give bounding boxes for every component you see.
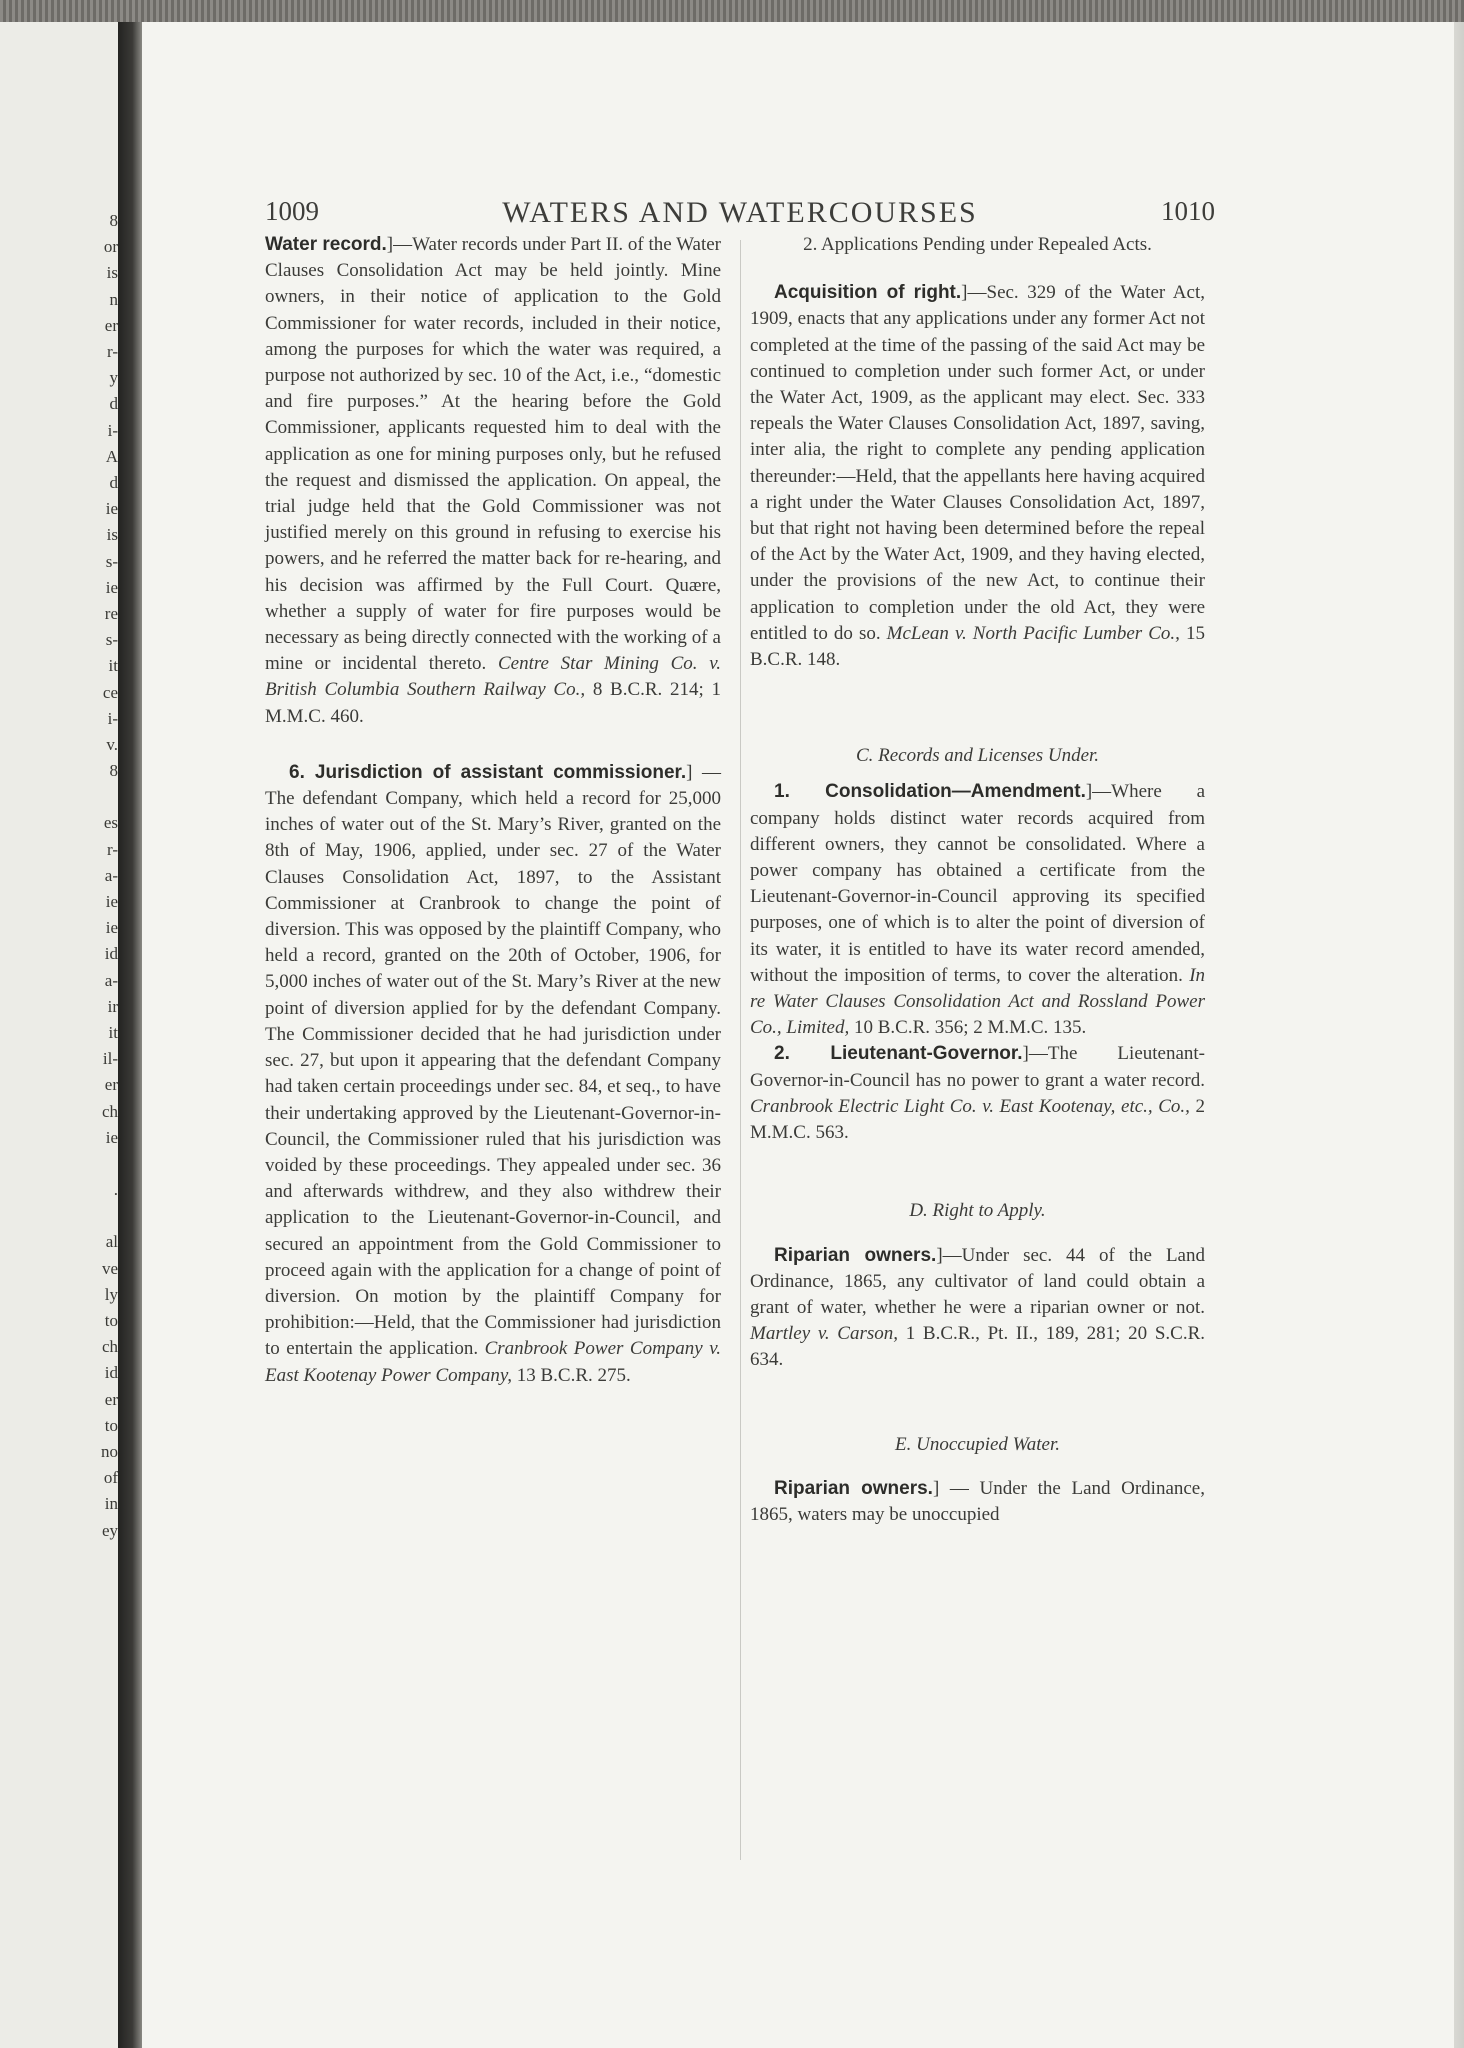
water-record-heading: Water record. — [265, 234, 387, 255]
jurisdiction-paragraph — [265, 760, 721, 1389]
previous-page-fragment: n — [109, 289, 118, 309]
consolidation-paragraph — [750, 779, 1205, 1041]
section-2-title: 2. Applications Pending under Repealed Acts. — [803, 234, 1152, 255]
previous-page-fragment: al — [105, 1232, 118, 1252]
water-record-citation-ref: 8 B.C.R. 214; 1 M.M.C. 460. — [265, 679, 721, 727]
jurisdiction-citation-ref: 13 B.C.R. 275. — [516, 1364, 631, 1386]
previous-page-fragment: il- — [102, 1049, 118, 1069]
riparian-citation-case-1: Martley v. Carson, — [750, 1323, 899, 1345]
previous-page-fragment: er — [104, 1075, 118, 1095]
previous-page-fragment: ie — [105, 892, 118, 911]
lt-governor-citation-case: Cranbrook Electric Light Co. v. East Kootenay, etc., Co., — [750, 1095, 1190, 1117]
running-header — [265, 196, 1215, 229]
previous-page-fragment: ie — [105, 577, 118, 597]
previous-page-fragment: i- — [107, 420, 118, 440]
left-column — [265, 232, 721, 1389]
previous-page-fragment: id — [104, 1363, 118, 1383]
riparian-paragraph-2 — [750, 1476, 1205, 1528]
acquisition-citation-case: McLean v. North Pacific Lumber Co., — [886, 622, 1180, 644]
jurisdiction-text: ] — The defendant Company, which held a record for 25,000 inches of water out of the St. Mary’s River, granted on the 8th of May, 1906, applied, under sec. 27 of the Water Clauses Consolidation Act, 1897, to the Assistant Commissioner at Cranbrook to change the point of diversion. This was opposed by the plaintiff Company, who held a record, granted on the 20th of October, 1906, for 5,000 inches of water out of the St. Mary’s River at the new point of diversion applied for by the defendant Company. The Commissioner decided that he had jurisdiction under sec. 27, but upon it appearing that the defendant Company had taken certain proceedings under sec. 84, et seq., to have their undertaking approved by the Lieutenant-Governor-in-Council, the Commissioner ruled that his jurisdiction was voided by these proceedings. They appealed under sec. 36 and afterwards withdrew, and they also withdrew their application to the Lieutenant-Governor-in-Council, and secured an appointment from the Gold Commissioner to proceed again with the application for a change of point of diversion. On motion by the plaintiff Company for prohibition:—Held, that the Commissioner had jurisdiction to entertain the application. — [265, 761, 721, 1360]
previous-page-fragment: a- — [104, 865, 118, 885]
previous-page-fragment: it — [108, 656, 118, 676]
previous-page-fragment: re — [104, 604, 118, 623]
scan-top-border — [0, 0, 1464, 22]
previous-page-fragment: of — [103, 1468, 118, 1488]
previous-page-fragment: ie — [105, 918, 118, 938]
previous-page-fragment: in — [104, 1494, 118, 1514]
riparian-text-2: ] — Under the Land Ordinance, 1865, waters may be unoccupied — [750, 1477, 1205, 1525]
previous-page-fragment: ly — [104, 1284, 118, 1304]
previous-page-fragment: 8 — [109, 761, 118, 781]
previous-page-fragment: i- — [107, 708, 118, 728]
previous-page-fragment: or — [103, 237, 118, 257]
jurisdiction-heading: 6. Jurisdiction of assistant commissioner. — [289, 761, 687, 783]
previous-page-fragment: ie — [105, 1127, 118, 1147]
acquisition-text: ]—Sec. 329 of the Water Act, 1909, enacts that any applications under any former Act not completed at the time of the passing of the said Act may be continued to completion under such former Act, or under the Water Act, 1909, as the applicant may elect. Sec. 333 repeals the Water Clauses Consolidation Act, 1897, saving, inter alia, the right to complete any pending application thereunder:—Held, that the appellants here having acquired a right under the Water Clauses Consolidation Act, 1897, but that right not having been determined before the repeal of the Act by the Water Act, 1909, and they having elected, under the provisions of the new Act, to continue their application to completion under the old Act, they were entitled to do so. — [750, 282, 1205, 644]
previous-page-fragment: ve — [101, 1258, 118, 1278]
page-number-left: 1009 — [265, 196, 319, 226]
jurisdiction-citation-case: Cranbrook Power Company v. East Kootenay Power Company, — [265, 1338, 721, 1386]
previous-page-fragment: ch — [101, 1101, 118, 1121]
lt-governor-text: ]—The Lieutenant-Governor-in-Council has no power to grant a water record. — [750, 1043, 1206, 1091]
riparian-heading-2: Riparian owners. — [774, 1477, 933, 1499]
consolidation-citation-case: In re Water Clauses Consolidation Act and Rossland Power Co., Limited, — [750, 964, 1206, 1039]
previous-page-fragment: id — [104, 944, 118, 964]
previous-page-fragment: to — [104, 1311, 118, 1330]
water-record-paragraph — [265, 232, 721, 730]
section-e-title: E. Unoccupied Water. — [895, 1433, 1060, 1455]
lt-governor-heading: 2. Lieutenant-Governor. — [774, 1043, 1023, 1065]
previous-page-fragment: ch — [101, 1337, 118, 1357]
previous-page-fragment: s- — [105, 630, 118, 650]
previous-page-fragment: er — [104, 315, 118, 335]
previous-page-fragment: 8 — [109, 211, 118, 230]
previous-page-edge — [0, 22, 122, 2048]
previous-page-fragment: r- — [107, 839, 118, 859]
previous-page-fragment: ir — [107, 996, 118, 1016]
column-divider — [740, 240, 741, 1860]
riparian-heading-1: Riparian owners. — [774, 1244, 937, 1266]
previous-page-fragment: ey — [101, 1520, 118, 1540]
previous-page-fragment: to — [104, 1415, 118, 1435]
consolidation-heading: 1. Consolidation—Amendment. — [774, 781, 1086, 803]
previous-page-fragment: s- — [105, 551, 118, 571]
water-record-citation-case: Centre Star Mining Co. v. British Columbia Southern Railway Co., — [265, 653, 721, 701]
lt-governor-citation-ref: 2 M.M.C. 563. — [750, 1095, 1206, 1144]
previous-page-fragment: a- — [104, 970, 118, 990]
lt-governor-paragraph — [750, 1041, 1205, 1146]
previous-page-fragment: . — [113, 1180, 118, 1200]
consolidation-citation-ref: 10 B.C.R. 356; 2 M.M.C. 135. — [853, 1017, 1087, 1039]
previous-page-fragment: A — [105, 446, 118, 466]
acquisition-paragraph — [750, 280, 1205, 673]
riparian-paragraph-1 — [750, 1243, 1205, 1374]
previous-page-fragment: v. — [106, 735, 118, 754]
water-record-text: ]—Water records under Part II. of the Water Clauses Consolidation Act may be held jointly. Mine owners, in their notice of application to the Gold Commissioner for water records, included in their notice, among the purposes for which the water was required, a purpose not authorized by sec. 10 of the Act, i.e., “domestic and fire purposes.” At the hearing before the Gold Commissioner, applicants requested him to deal with the application as one for mining purposes only, but he refused the request and dismissed the application. On appeal, the trial judge held that the Gold Commissioner was not justified merely on this ground in refusing to exercise his powers, and he referred the matter back for re-hearing, and his decision was affirmed by the Full Court. Quære, whether a supply of water for fire purposes would be necessary as being directly connected with the working of a mine or incidental thereto. — [265, 234, 722, 675]
section-c-title: C. Records and Licenses Under. — [855, 745, 1100, 767]
riparian-text-1: ]—Under sec. 44 of the Land Ordinance, 1865, any cultivator of land could obtain a grant of water, whether he were a riparian owner or not. — [750, 1244, 1205, 1318]
page-title: WATERS AND WATERCOURSES — [502, 196, 978, 229]
previous-page-fragment: is — [106, 525, 118, 545]
previous-page-fragment: r- — [107, 342, 118, 361]
page-number-right: 1010 — [1161, 196, 1215, 226]
previous-page-fragment: d — [109, 473, 118, 492]
consolidation-text: ]—Where a company holds distinct water records acquired from different owners, they cannot be consolidated. Where a power company has obtained a certificate from the Lieutenant-Governor-in-Council approving its specified purposes, one of which is to alter the point of diversion of its water, it is entitled to have its water record amended, without the imposition of terms, to cover the alteration. — [750, 781, 1205, 986]
previous-page-fragment: it — [108, 1023, 118, 1042]
page-edge — [1454, 22, 1464, 2048]
right-column — [750, 232, 1205, 1528]
previous-page-fragment: d — [109, 394, 118, 414]
previous-page-fragment: no — [101, 1442, 118, 1461]
acquisition-citation-ref: 15 B.C.R. 148. — [750, 622, 1205, 671]
previous-page-fragment: es — [103, 813, 118, 833]
previous-page-fragment: y — [109, 368, 118, 388]
previous-page-fragment: is — [106, 263, 118, 283]
section-d-title: D. Right to Apply. — [909, 1200, 1046, 1222]
acquisition-heading: Acquisition of right. — [774, 282, 962, 304]
riparian-citation-ref-1: 1 B.C.R., Pt. II., 189, 281; 20 S.C.R. 634. — [750, 1323, 1206, 1371]
book-gutter — [118, 22, 142, 2048]
previous-page-fragment: ce — [102, 682, 118, 702]
previous-page-fragment: er — [104, 1389, 118, 1409]
previous-page-fragment: ie — [105, 499, 118, 519]
